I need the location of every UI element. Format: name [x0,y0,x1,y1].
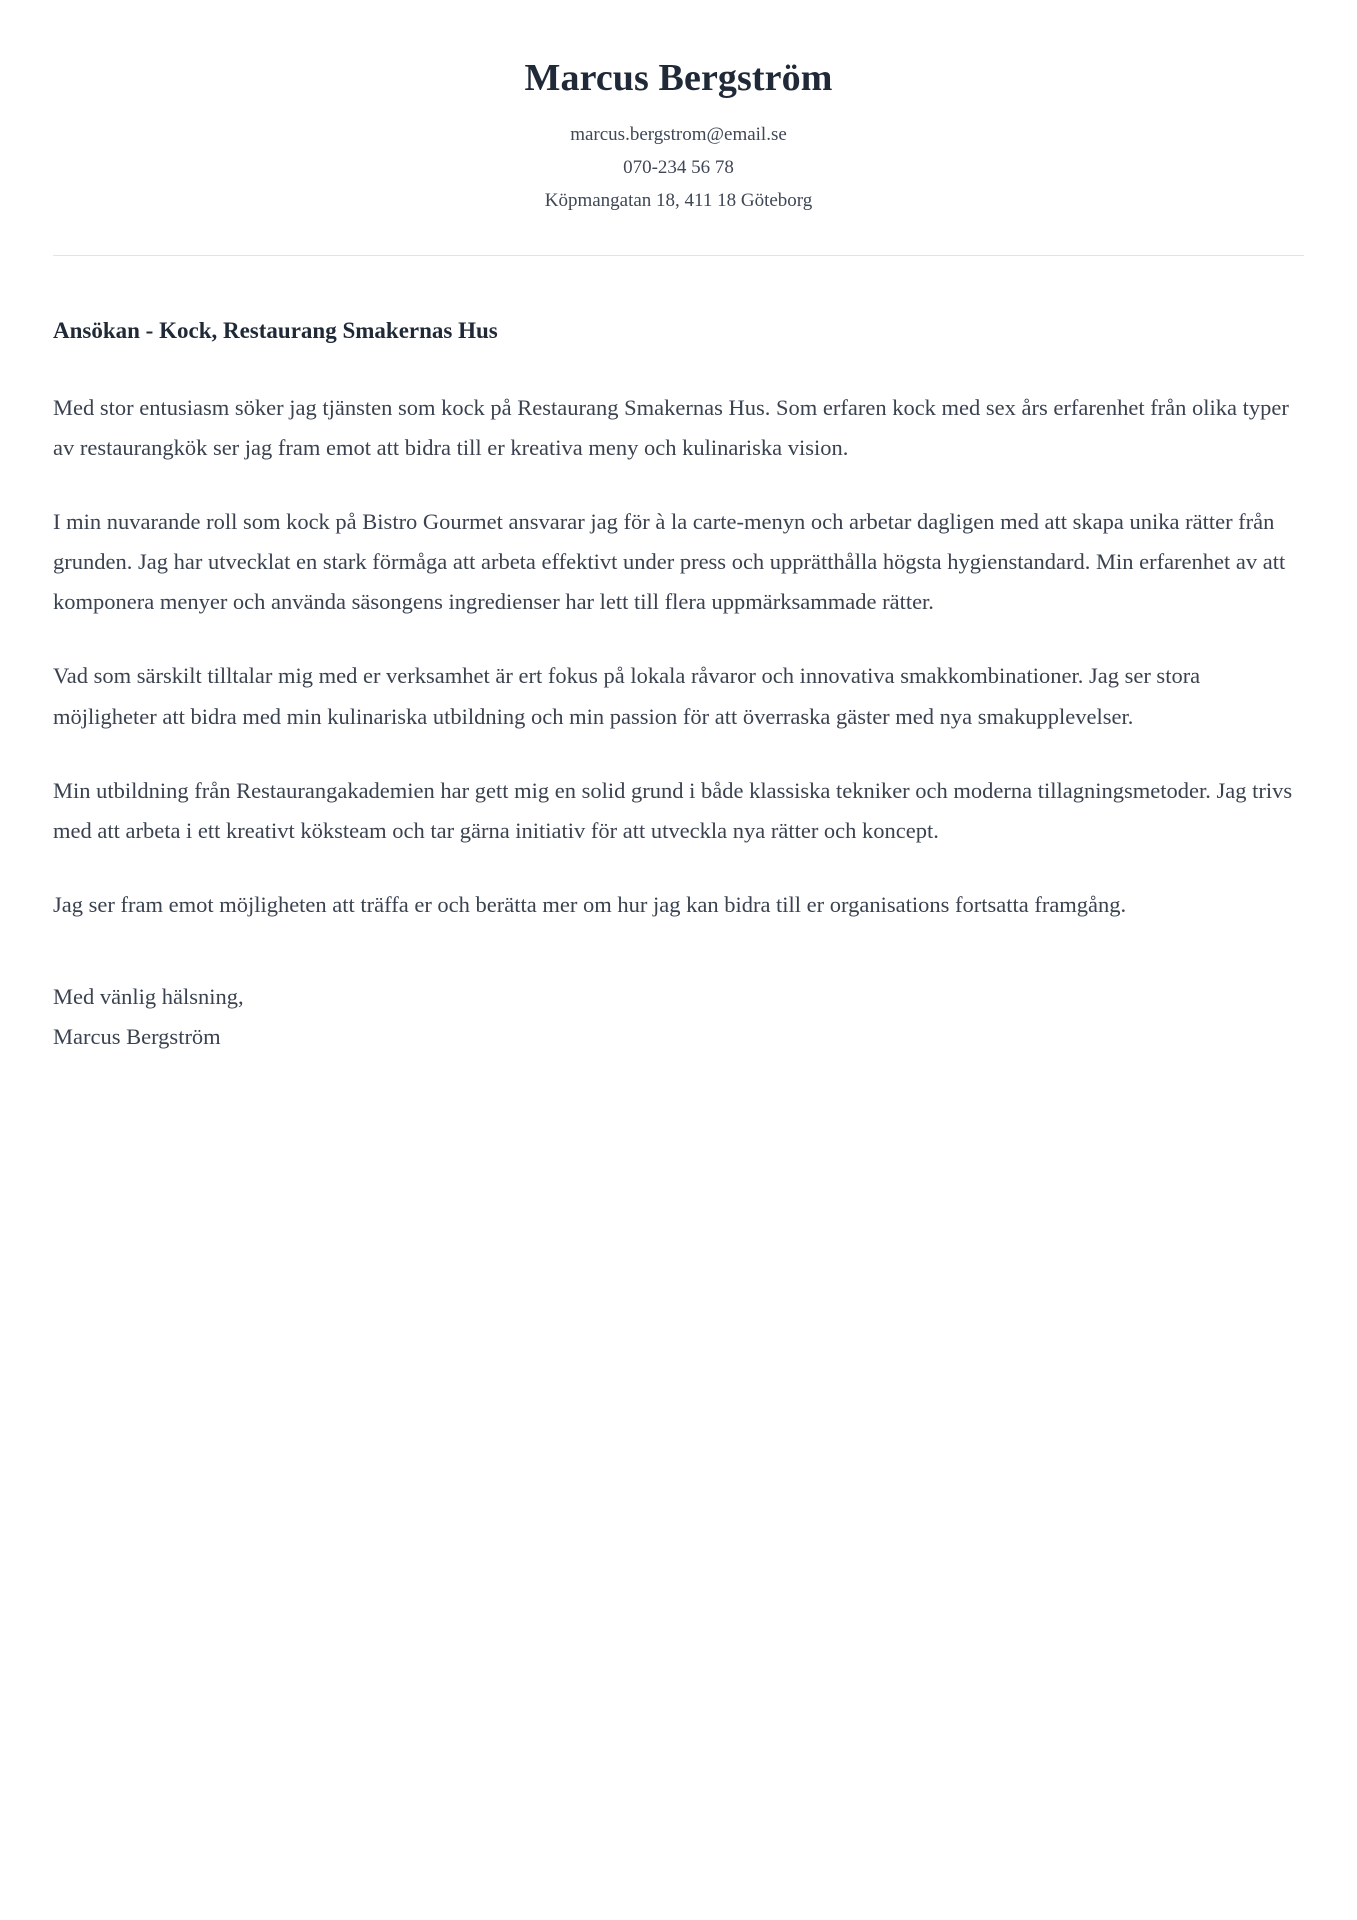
letter-paragraph: I min nuvarande roll som kock på Bistro Gourmet ansvarar jag för à la carte-menyn och arbetar dagligen med att skapa unika rätter från grunden. Jag har utvecklat en stark förmåga att arbeta effektivt under press och upprätthålla högsta hygienstandard. Min erfarenhet av att komponera menyer och använda säsongens ingredienser har lett till flera uppmärksammade rätter. [53,509,1286,615]
letter-subject: Ansökan - Kock, Restaurang Smakernas Hus [53,318,498,344]
letterhead [53,0,1304,256]
letter-paragraph: Vad som särskilt tilltalar mig med er verksamhet är ert fokus på lokala råvaror och innovativa smakkombinationer. Jag ser stora möjligheter att bidra med min kulinariska utbildning och min passion för att överraska gäster med nya smakupplevelser. [53,663,1201,729]
letter-paragraph: Med stor entusiasm söker jag tjänsten som kock på Restaurang Smakernas Hus. Som erfaren kock med sex års erfarenhet från olika typer av restaurangkök ser jag fram emot att bidra till er kreativa meny och kulinariska vision. [53,395,1289,461]
letter-signoff [53,977,1304,1057]
contact-address: Köpmangatan 18, 411 18 Göteborg [544,190,813,212]
letter-paragraph: Jag ser fram emot möjligheten att träffa er och berätta mer om hur jag kan bidra till er organisations fortsatta framgång. [53,891,1127,917]
contact-phone: 070-234 56 78 [623,156,734,178]
contact-email: marcus.bergstrom@email.se [570,123,787,145]
closing-phrase: Med vänlig hälsning, [53,983,244,1009]
letter-paragraph: Min utbildning från Restaurangakademien har gett mig en solid grund i både klassiska tekniker och moderna tillagningsmetoder. Jag trivs med att arbeta i ett kreativt köksteam och tar gärna initiativ för att utveckla nya rätter och koncept. [53,777,1293,843]
applicant-name: Marcus Bergström [524,57,833,99]
letter-body [53,256,1304,1056]
closing-name: Marcus Bergström [53,1023,221,1049]
